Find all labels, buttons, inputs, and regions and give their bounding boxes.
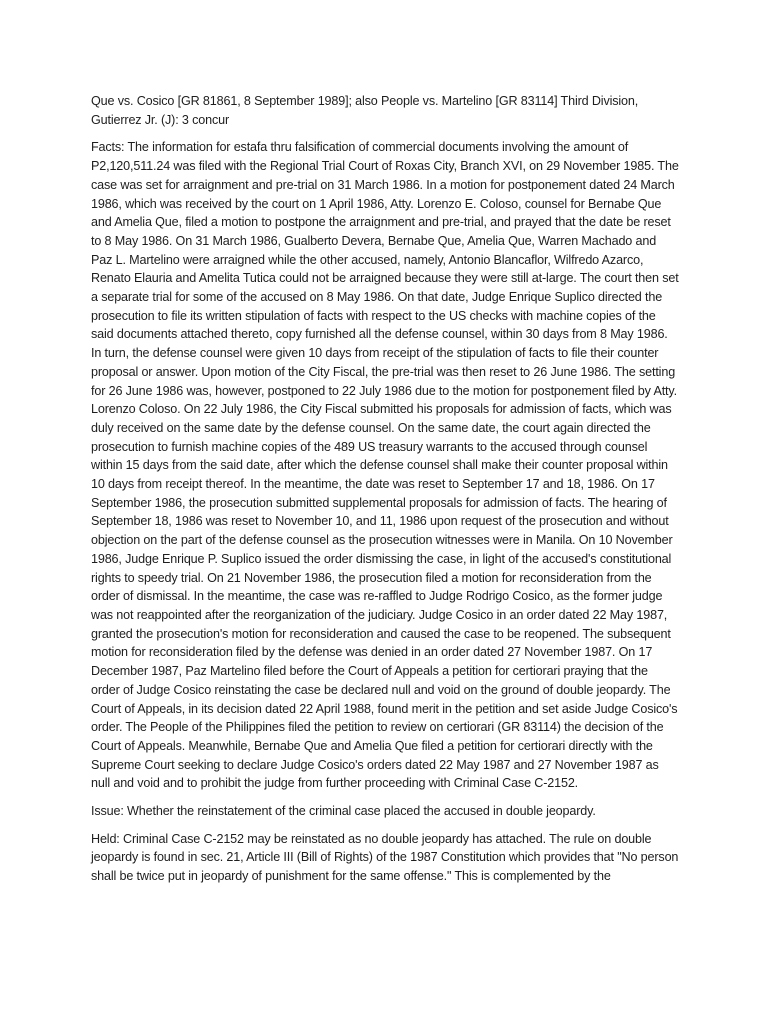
case-caption: Que vs. Cosico [GR 81861, 8 September 1989]; also People vs. Martelino [GR 83114] Third Division, Gutierrez Jr. (J): 3 concur	[91, 94, 639, 127]
facts-paragraph: Facts: The information for estafa thru falsification of commercial documents involving the amount of P2,120,511.24 was filed with the Regional Trial Court of Roxas City, Branch XVI, on 29 November 1985. The case was set for arraignment and pre-trial on 31 March 1986. In a motion for postponement dated 24 March 1986, which was received by the court on 1 April 1986, Atty. Lorenzo E. Coloso, counsel for Bernabe Que and Amelia Que, filed a motion to postpone the arraignment and pre-trial, and prayed that the date be reset to 8 May 1986. On 31 March 1986, Gualberto Devera, Bernabe Que, Amelia Que, Warren Machado and Paz L. Martelino were arraigned while the other accused, namely, Antonio Blancaflor, Wilfredo Azarco, Renato Elauria and Amelita Tutica could not be arraigned because they were still at-large. The court then set a separate trial for some of the accused on 8 May 1986. On that date, Judge Enrique Suplico directed the prosecution to file its written stipulation of facts with respect to the US checks with machine copies of the said documents attached thereto, copy furnished all the defense counsel, within 30 days from 8 May 1986. In turn, the defense counsel were given 10 days from receipt of the stipulation of facts to file their counter proposal or answer. Upon motion of the City Fiscal, the pre-trial was then reset to 26 June 1986. The setting for 26 June 1986 was, however, postponed to 22 July 1986 due to the motion for postponement filed by Atty. Lorenzo Coloso. On 22 July 1986, the City Fiscal submitted his proposals for admission of facts, which was duly received on the same date by the defense counsel. On the same date, the court again directed the prosecution to furnish machine copies of the 489 US treasury warrants to the accused through counsel within 15 days from the said date, after which the defense counsel shall make their counter proposal within 10 days from receipt thereof. In the meantime, the date was reset to September 17 and 18, 1986. On 17 September 1986, the prosecution submitted supplemental proposals for admission of facts. The hearing of September 18, 1986 was reset to November 10, and 11, 1986 upon request of the prosecution and without objection on the part of the defense counsel as the prosecution witnesses were in Manila. On 10 November 1986, Judge Enrique P. Suplico issued the order dismissing the case, in light of the accused's constitutional rights to speedy trial. On 21 November 1986, the prosecution filed a motion for reconsideration from the order of dismissal. In the meantime, the case was re-raffled to Judge Rodrigo Cosico, as the former judge was not reappointed after the reorganization of the judiciary. Judge Cosico in an order dated 22 May 1987, granted the prosecution's motion for reconsideration and caused the case to be reopened. The subsequent motion for reconsideration filed by the defense was denied in an order dated 27 November 1987. On 17 December 1987, Paz Martelino filed before the Court of Appeals a petition for certiorari praying that the order of Judge Cosico reinstating the case be declared null and void on the ground of double jeopardy. The Court of Appeals, in its decision dated 22 April 1988, found merit in the petition and set aside Judge Cosico's order. The People of the Philippines filed the petition to review on certiorari (GR 83114) the decision of the Court of Appeals. Meanwhile, Bernabe Que and Amelia Que filed a petition for certiorari directly with the Supreme Court seeking to declare Judge Cosico's orders dated 22 May 1987 and 27 November 1987 as null and void and to prohibit the judge from further proceeding with Criminal Case C-2152.	[91, 140, 679, 791]
document-page	[91, 92, 679, 895]
issue-paragraph: Issue: Whether the reinstatement of the criminal case placed the accused in double jeopardy.	[91, 804, 596, 819]
held-paragraph: Held: Criminal Case C-2152 may be reinstated as no double jeopardy has attached. The rule on double jeopardy is found in sec. 21, Article III (Bill of Rights) of the 1987 Constitution which provides that "No person shall be twice put in jeopardy of punishment for the same offense." This is complemented by the	[91, 831, 679, 884]
